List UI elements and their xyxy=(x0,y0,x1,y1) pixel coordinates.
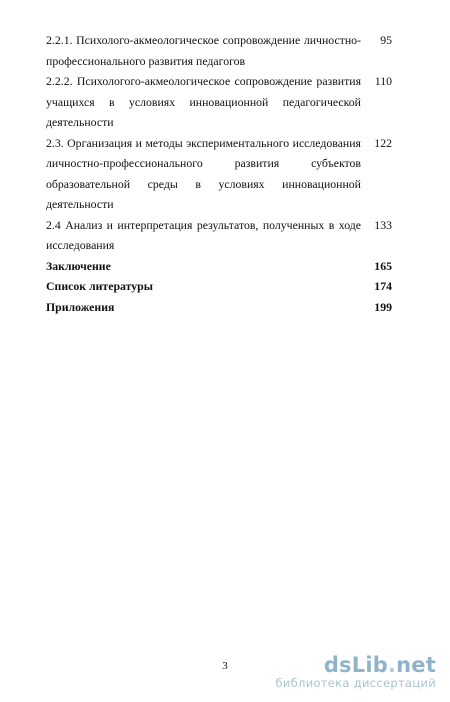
toc-entry-title xyxy=(46,256,361,277)
toc-entry xyxy=(46,297,392,318)
toc-entry-title-line: 2.2.2. Психологого-акмеологическое сопровождение развития xyxy=(46,74,361,88)
toc-entry xyxy=(46,133,392,215)
toc-entry xyxy=(46,30,392,71)
toc-entry-page-number: 110 xyxy=(374,74,392,88)
toc-entry-page-number: 199 xyxy=(374,299,392,314)
toc-entry-title xyxy=(46,276,361,297)
watermark-subtitle: библиотека диссертаций xyxy=(275,676,436,690)
toc-entry-title-line: Список литературы xyxy=(46,279,153,293)
toc-entry-page-number: 165 xyxy=(374,258,392,273)
toc-entry-title-line: деятельности xyxy=(46,115,114,129)
toc-entry-title-line: профессионального развития педагогов xyxy=(46,53,246,68)
toc-entry-title xyxy=(46,297,361,318)
toc-entry xyxy=(46,276,392,297)
toc-entry-title-line: 2.2.1. Психолого-акмеологическое сопровождение личностно- xyxy=(46,33,361,47)
watermark-logo: dsLib.net xyxy=(323,653,436,677)
toc-entry xyxy=(46,71,392,133)
toc-entry-title xyxy=(46,133,361,215)
toc-entry-title-line: образовательной среды в условиях инновационной деятельности xyxy=(46,176,361,211)
toc-entry-page-number: 122 xyxy=(374,135,392,150)
toc-entry-title-line: 2.3. Организация и методы экспериментального исследования xyxy=(46,135,361,150)
toc-entry-title-line: Приложения xyxy=(46,299,115,314)
toc-entry-page-number: 95 xyxy=(380,33,392,47)
toc-entry-title xyxy=(46,71,361,133)
page-number: 3 xyxy=(222,660,228,672)
toc-entry-title xyxy=(46,215,361,256)
watermark xyxy=(275,654,436,690)
table-of-contents xyxy=(46,30,392,317)
toc-entry xyxy=(46,256,392,277)
toc-entry-title-line: 2.4 Анализ и интерпретация результатов, полученных в ходе xyxy=(46,217,361,232)
toc-entry-page-number: 174 xyxy=(374,279,392,293)
toc-entry-title xyxy=(46,30,361,71)
toc-entry-page-number: 133 xyxy=(374,217,392,232)
toc-entry-title-line: исследования xyxy=(46,238,115,252)
toc-entry-title-line: учащихся в условиях инновационной педагогической xyxy=(46,94,361,109)
toc-entry xyxy=(46,215,392,256)
toc-entry-title-line: Заключение xyxy=(46,258,111,273)
toc-entry-title-line: личностно-профессионального развития субъектов xyxy=(46,156,361,170)
